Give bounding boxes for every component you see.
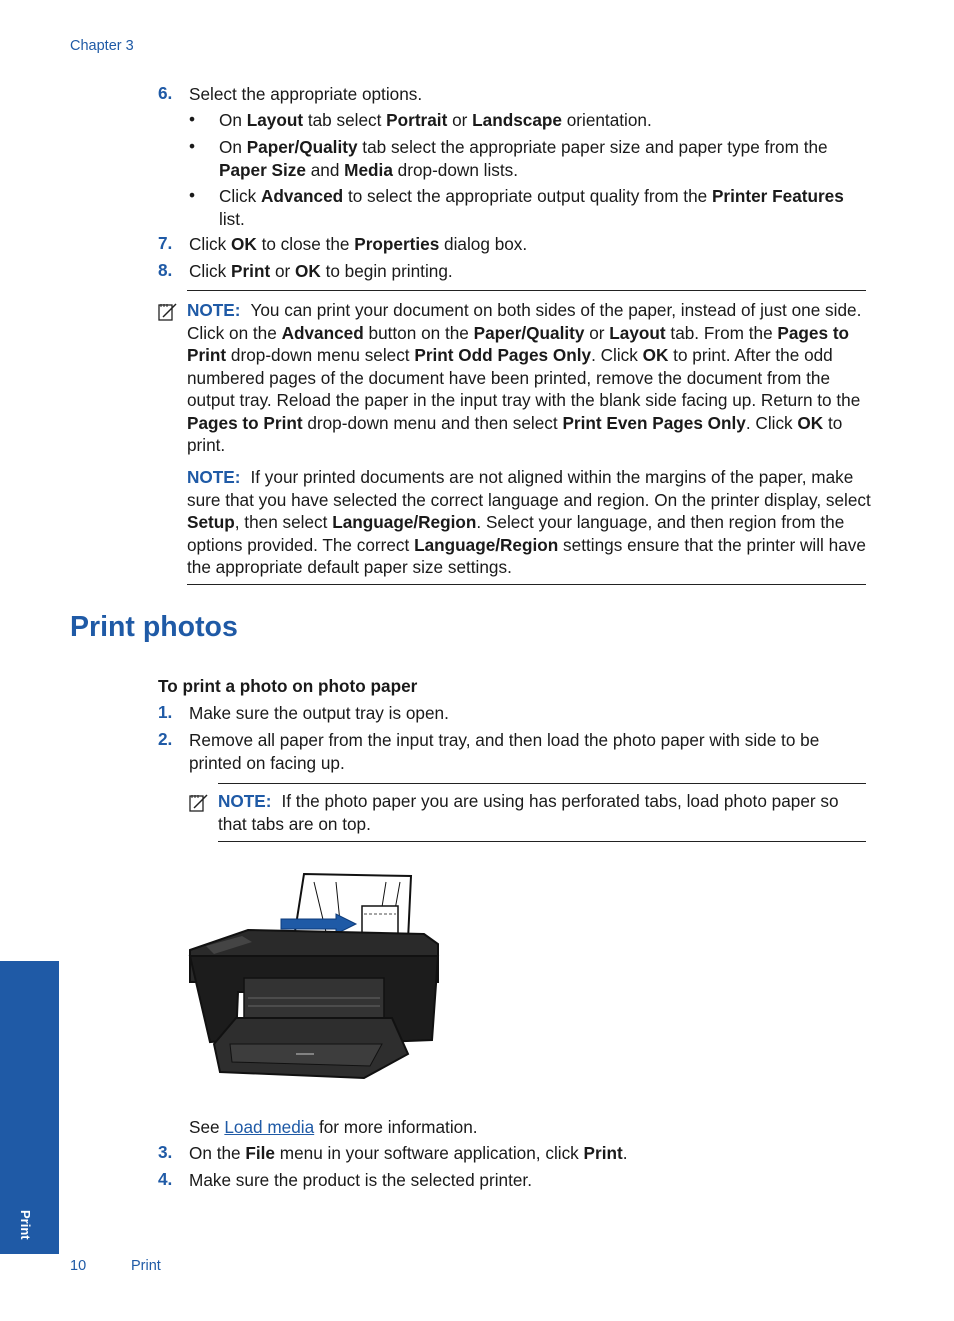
- side-tab-label: Print: [18, 1210, 33, 1240]
- note-paragraph: NOTE: If the photo paper you are using has perforated tabs, load photo paper so that tabs are on top.: [218, 791, 839, 834]
- bullet-item: On Layout tab select Portrait or Landscape orientation.: [219, 110, 652, 130]
- chapter-label: Chapter 3: [70, 38, 134, 54]
- step-text: Click Print or OK to begin printing.: [189, 261, 453, 281]
- step-text: Click OK to close the Properties dialog box.: [189, 234, 528, 254]
- note-paragraph: NOTE: You can print your document on both sides of the paper, instead of just one side. Click on the Advanced button on the Paper/Quality or Layout tab. From the Pages to Print drop-down menu select Print Odd Pages Only. Click OK to print. After the odd numbered pages of the document have been printed, remove the document from the output tray. Reload the paper in the input tray with the blank side facing up. Return to the Pages to Print drop-down menu and then select Print Even Pages Only. Click OK to print.: [187, 300, 862, 455]
- step-number: 6.: [158, 83, 173, 103]
- step-text: Select the appropriate options.: [189, 84, 423, 104]
- bullet-dot: •: [189, 136, 196, 156]
- note-paragraph: NOTE: If your printed documents are not aligned within the margins of the paper, make sure that you have selected the correct language and region. On the printer display, select Setup, then select Language/Region. Select your language, and then region from the options provided. The correct Language/Region settings ensure that the printer will have the appropriate default paper size settings.: [187, 467, 871, 577]
- see-reference: See Load media for more information.: [189, 1117, 478, 1137]
- section-title: Print photos: [70, 611, 238, 643]
- step-number: 8.: [158, 260, 173, 280]
- note-bottom-rule: [187, 584, 866, 585]
- step-number: 4.: [158, 1169, 173, 1189]
- note-top-rule: [187, 290, 866, 291]
- note-top-rule: [218, 783, 866, 784]
- step-number: 2.: [158, 729, 173, 749]
- bullet-item: On Paper/Quality tab select the appropriate paper size and paper type from the Paper Size and Media drop-down lists.: [219, 137, 828, 180]
- page-number: 10: [70, 1258, 87, 1274]
- load-media-link[interactable]: Load media: [224, 1117, 315, 1137]
- note-pencil-icon: [188, 792, 210, 814]
- footer-section: Print: [131, 1258, 161, 1274]
- bullet-item: Click Advanced to select the appropriate output quality from the Printer Features list.: [219, 186, 844, 229]
- procedure-title: To print a photo on photo paper: [158, 676, 418, 696]
- step-text: Make sure the product is the selected printer.: [189, 1170, 532, 1190]
- bullet-dot: •: [189, 109, 196, 129]
- step-text: Make sure the output tray is open.: [189, 703, 449, 723]
- printer-illustration: [186, 872, 442, 1082]
- step-number: 3.: [158, 1142, 173, 1162]
- step-text: Remove all paper from the input tray, and then load the photo paper with side to be printed on facing up.: [189, 730, 820, 773]
- step-number: 7.: [158, 233, 173, 253]
- step-number: 1.: [158, 702, 173, 722]
- note-pencil-icon: [157, 301, 179, 323]
- step-text: On the File menu in your software application, click Print.: [189, 1143, 628, 1163]
- note-bottom-rule: [218, 841, 866, 842]
- bullet-dot: •: [189, 185, 196, 205]
